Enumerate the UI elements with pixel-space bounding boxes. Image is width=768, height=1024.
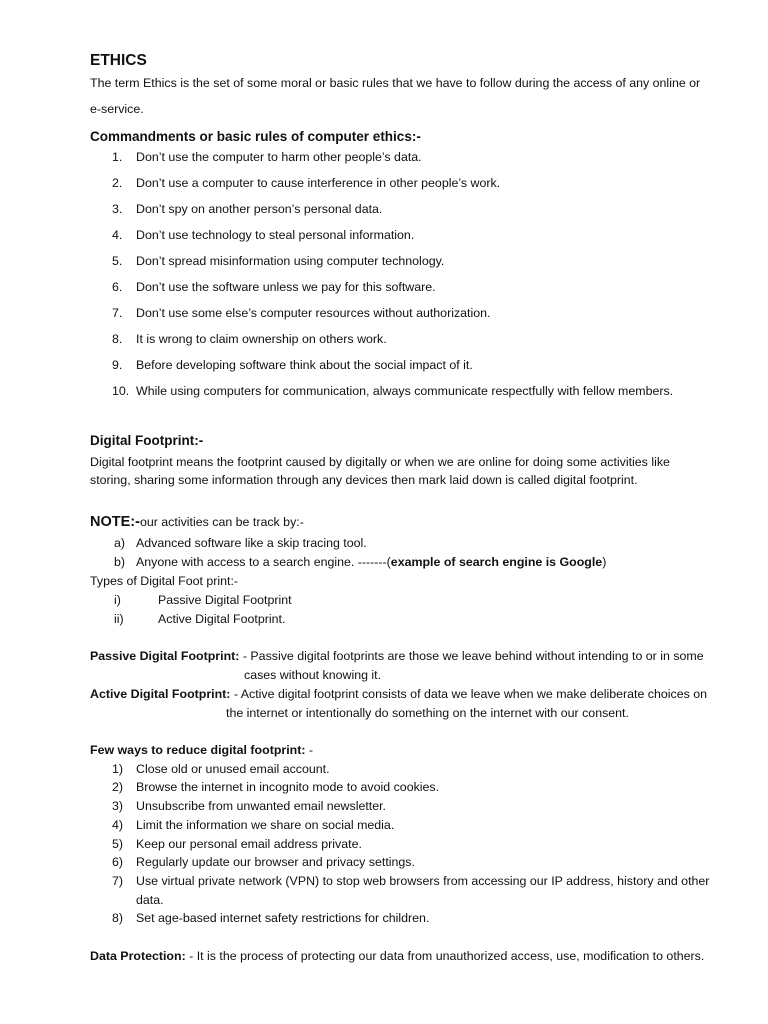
list-item-text: Anyone with access to a search engine. -------( bbox=[136, 555, 391, 569]
list-item: Don’t spy on another person’s personal data. bbox=[136, 202, 383, 216]
active-definition bbox=[90, 687, 707, 702]
note-line bbox=[90, 515, 304, 530]
list-item: Active Digital Footprint. bbox=[158, 612, 286, 626]
closing-paren: ) bbox=[602, 555, 607, 569]
list-item-number: b) bbox=[114, 555, 126, 569]
list-item: Don’t use the computer to harm other people’s data. bbox=[136, 150, 422, 164]
list-item-number: a) bbox=[114, 536, 126, 550]
list-item: Close old or unused email account. bbox=[136, 762, 330, 776]
list-item-number: 1. bbox=[112, 150, 123, 164]
note-text: our activities can be track by:- bbox=[139, 515, 304, 529]
passive-definition-line2: cases without knowing it. bbox=[244, 668, 382, 682]
list-item: Don’t use some else’s computer resources without authorization. bbox=[136, 306, 491, 320]
active-text: - Active digital footprint consists of data we leave when we make deliberate choices on bbox=[230, 687, 708, 701]
data-protection-label: Data Protection: bbox=[90, 949, 186, 963]
list-item-number: 4. bbox=[112, 228, 123, 242]
list-item: Unsubscribe from unwanted email newsletter. bbox=[136, 799, 386, 813]
list-item: Before developing software think about the social impact of it. bbox=[136, 358, 473, 372]
list-item-number: 9. bbox=[112, 358, 123, 372]
list-item: Set age-based internet safety restrictions for children. bbox=[136, 911, 430, 925]
list-item: Browse the internet in incognito mode to avoid cookies. bbox=[136, 780, 440, 794]
passive-definition bbox=[90, 649, 704, 664]
list-item: Keep our personal email address private. bbox=[136, 837, 362, 851]
list-item: While using computers for communication, always communicate respectfully with fellow members. bbox=[136, 384, 674, 398]
ethics-intro-line1: The term Ethics is the set of some moral or basic rules that we have to follow during the access of any online or bbox=[90, 76, 701, 90]
passive-label: Passive Digital Footprint: bbox=[90, 649, 240, 663]
list-item: Regularly update our browser and privacy settings. bbox=[136, 855, 415, 869]
footprint-definition-line2: storing, sharing some information through any devices then mark laid down is called digital footprint. bbox=[90, 473, 638, 487]
list-item: Passive Digital Footprint bbox=[158, 593, 292, 607]
list-item-number: ii) bbox=[114, 612, 124, 626]
footprint-heading: Digital Footprint:- bbox=[90, 433, 204, 448]
footprint-definition-line1: Digital footprint means the footprint caused by digitally or when we are online for doing some activities like bbox=[90, 455, 670, 469]
list-item: Use virtual private network (VPN) to stop web browsers from accessing our IP address, history and other bbox=[136, 874, 710, 888]
list-item-number: 6. bbox=[112, 280, 123, 294]
list-item-number: 4) bbox=[112, 818, 124, 832]
list-item-number: 1) bbox=[112, 762, 124, 776]
list-item-number: 8) bbox=[112, 911, 124, 925]
list-item-number: i) bbox=[114, 593, 121, 607]
commandments-heading: Commandments or basic rules of computer ethics:- bbox=[90, 129, 421, 144]
list-item: Don’t spread misinformation using computer technology. bbox=[136, 254, 445, 268]
list-item-number: 6) bbox=[112, 855, 124, 869]
list-item: Limit the information we share on social media. bbox=[136, 818, 395, 832]
reduce-heading-tail: - bbox=[305, 743, 314, 757]
list-item-number: 2. bbox=[112, 176, 123, 190]
reduce-heading: Few ways to reduce digital footprint: bbox=[90, 743, 306, 757]
types-heading: Types of Digital Foot print:- bbox=[90, 574, 239, 588]
active-definition-line2: the internet or intentionally do something on the internet with our consent. bbox=[226, 706, 629, 720]
list-item: Don’t use the software unless we pay for this software. bbox=[136, 280, 436, 294]
list-item bbox=[136, 555, 606, 570]
list-item: Advanced software like a skip tracing tool. bbox=[136, 536, 367, 550]
list-item-number: 10. bbox=[112, 384, 130, 398]
list-item: It is wrong to claim ownership on others work. bbox=[136, 332, 387, 346]
data-protection-text: - It is the process of protecting our data from unauthorized access, use, modification to others. bbox=[185, 949, 705, 963]
list-item-number: 3) bbox=[112, 799, 124, 813]
note-label: NOTE:- bbox=[90, 514, 140, 530]
list-item-number: 5. bbox=[112, 254, 123, 268]
list-item-number: 2) bbox=[112, 780, 124, 794]
ethics-title: ETHICS bbox=[90, 52, 147, 69]
list-item: Don’t use a computer to cause interference in other people’s work. bbox=[136, 176, 501, 190]
passive-text: - Passive digital footprints are those we leave behind without intending to or in some bbox=[239, 649, 704, 663]
list-item-number: 7) bbox=[112, 874, 124, 888]
list-item-number: 7. bbox=[112, 306, 123, 320]
list-item-number: 8. bbox=[112, 332, 123, 346]
list-item-number: 3. bbox=[112, 202, 123, 216]
reduce-heading-line bbox=[90, 743, 313, 758]
list-item: Don’t use technology to steal personal information. bbox=[136, 228, 415, 242]
list-item-continuation: data. bbox=[136, 893, 164, 907]
list-item-number: 5) bbox=[112, 837, 124, 851]
ethics-intro-line2: e-service. bbox=[90, 102, 144, 116]
active-label: Active Digital Footprint: bbox=[90, 687, 231, 701]
data-protection bbox=[90, 949, 704, 964]
search-engine-example: example of search engine is Google bbox=[390, 555, 603, 569]
